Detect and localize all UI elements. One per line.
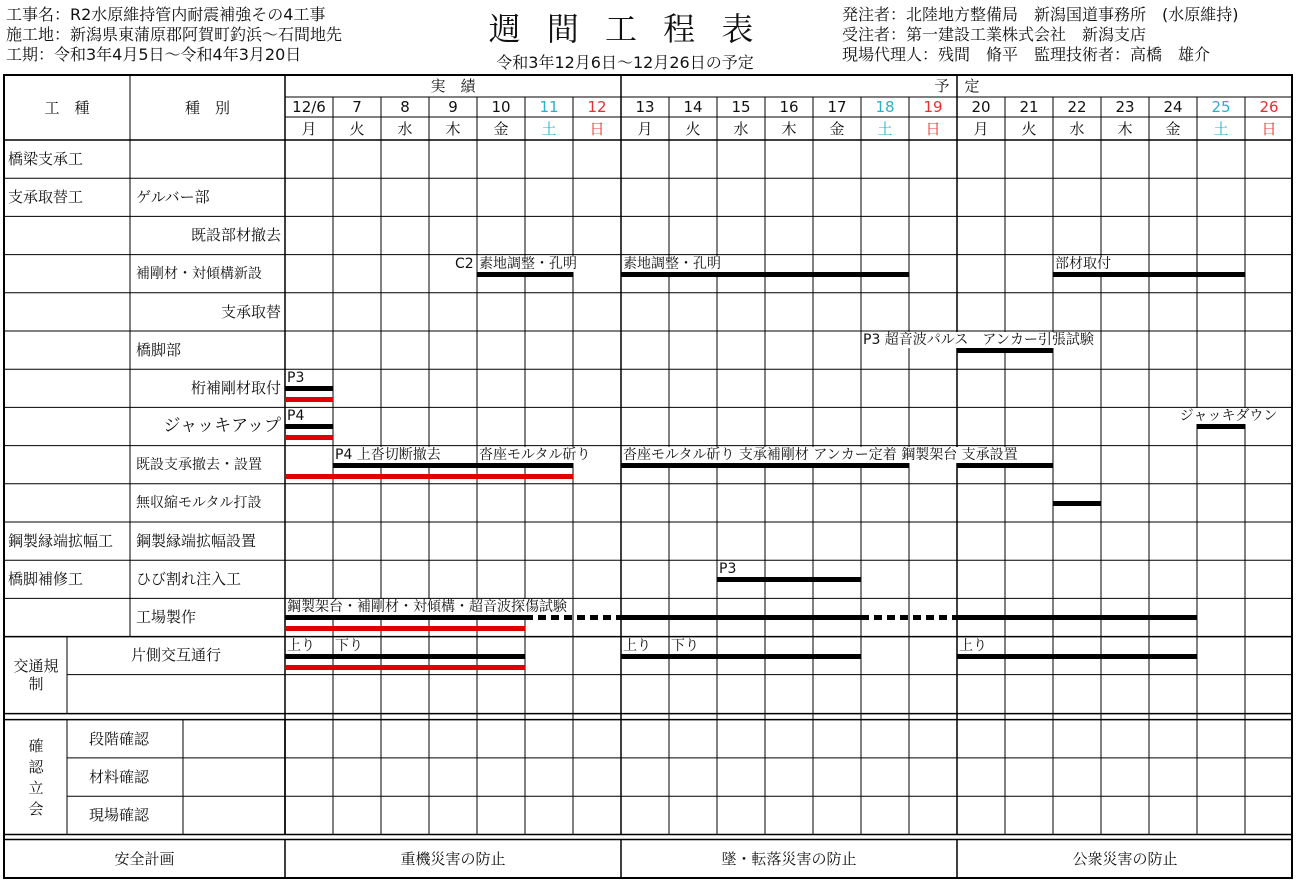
header-shubetsu: 種 別: [184, 99, 230, 117]
schedule-bar: [621, 463, 909, 468]
row-kouji: 鋼製縁端拡幅工: [8, 532, 114, 550]
day-weekday: 木: [445, 120, 461, 138]
schedule-bar: [717, 577, 861, 582]
day-date: 18: [875, 98, 895, 116]
schedule-bar: [525, 615, 621, 620]
row-kouji: 支承取替工: [8, 188, 84, 207]
day-date: 9: [448, 98, 458, 116]
day-weekday: 月: [973, 120, 989, 138]
day-date: 16: [779, 98, 799, 116]
day-weekday: 日: [1261, 120, 1277, 138]
schedule-bar: [285, 615, 525, 620]
day-date: 24: [1163, 98, 1183, 116]
day-date: 12/6: [292, 98, 326, 116]
day-weekday: 火: [1021, 120, 1037, 138]
orderer: 発注者：北陸地方整備局 新潟国道事務所 (水原維持): [842, 5, 1239, 24]
day-weekday: 木: [1117, 120, 1133, 138]
schedule-bar: [621, 272, 909, 277]
schedule-note: P4 上沓切断撤去: [335, 446, 441, 463]
day-date: 21: [1019, 98, 1039, 116]
schedule-note: 鋼製架台・補剛材・対傾構・超音波探傷試験: [287, 599, 567, 616]
row-shubetsu: ひび割れ注入工: [136, 570, 242, 589]
row-shubetsu: 既設部材撤去: [190, 226, 281, 245]
schedule-note: P4: [287, 408, 305, 425]
row-shubetsu: 既設支承撤去・設置: [136, 456, 262, 473]
inspection-item: 段階確認: [89, 729, 150, 748]
row-shubetsu: 鋼製縁端拡幅設置: [136, 532, 257, 550]
schedule-note: 素地調整・孔明: [479, 255, 577, 272]
day-weekday: 月: [301, 120, 317, 138]
schedule-note: 下り: [335, 637, 363, 654]
row-shubetsu: ゲルバー部: [136, 188, 210, 207]
schedule-bar: [285, 386, 333, 391]
day-date: 11: [539, 98, 559, 116]
schedule-bar: [957, 615, 1197, 620]
day-weekday: 土: [1213, 120, 1229, 138]
day-weekday: 土: [541, 120, 557, 138]
row-shubetsu: 支承取替: [220, 302, 281, 321]
header-actual: 実 績: [430, 77, 476, 95]
schedule-bar: [1053, 501, 1101, 506]
schedule-bar: [285, 435, 333, 440]
schedule-bar: [285, 665, 525, 670]
schedule-bar: [621, 615, 861, 620]
inspection-item: 材料確認: [89, 767, 150, 786]
schedule-bar: [621, 654, 861, 659]
schedule-note: P3: [287, 370, 305, 387]
row-shubetsu: 桁補剛材取付: [190, 379, 281, 398]
schedule-bar: [1197, 424, 1245, 429]
row-shubetsu: 無収縮モルタル打設: [136, 494, 262, 511]
day-date: 17: [827, 98, 847, 116]
day-date: 23: [1115, 98, 1135, 116]
contractor: 受注者：第一建設工業株式会社 新潟支店: [842, 25, 1147, 44]
schedule-note: ジャッキダウン: [1179, 408, 1278, 425]
day-date: 8: [400, 98, 410, 116]
day-weekday: 火: [349, 120, 365, 138]
row-shubetsu: ジャッキアップ: [163, 416, 281, 437]
day-weekday: 火: [685, 120, 701, 138]
day-date: 10: [491, 98, 511, 116]
schedule-bar: [957, 463, 1053, 468]
day-weekday: 金: [829, 120, 845, 138]
day-weekday: 木: [781, 120, 797, 138]
day-date: 12: [587, 98, 607, 116]
schedule-period: 令和3年12月6日～12月26日の予定: [496, 53, 754, 72]
day-weekday: 土: [877, 120, 893, 138]
schedule-bar: [861, 615, 957, 620]
schedule-note: 上り: [623, 637, 651, 654]
traffic-item-label: 片側交互通行: [130, 645, 221, 664]
project-name: 工事名：R2水原維持管内耐震補強その4工事: [6, 5, 326, 24]
schedule-note: 上り: [287, 637, 315, 654]
header-planned: 予 定: [934, 77, 980, 95]
traffic-group-label: 交通規制: [13, 656, 59, 693]
schedule-note: 部材取付: [1055, 255, 1111, 272]
document-title: 週 間 工 程 表: [488, 10, 762, 48]
project-site: 施工地：新潟県東蒲原郡阿賀町釣浜～石間地先: [6, 25, 343, 44]
site-agent: 現場代理人：残間 脩平 監理技術者：高橋 雄介: [842, 45, 1211, 64]
day-date: 14: [683, 98, 703, 116]
inspection-group-label: 確認立会: [28, 736, 44, 818]
safety-item: 墜・転落災害の防止: [721, 849, 857, 868]
schedule-note: P3 超音波パルス アンカー引張試験: [863, 332, 1094, 348]
schedule-note: 素地調整・孔明: [623, 255, 721, 272]
day-weekday: 日: [925, 120, 941, 138]
day-date: 19: [923, 98, 943, 116]
row-shubetsu: 橋脚部: [136, 341, 182, 359]
safety-item: 重機災害の防止: [400, 849, 506, 868]
schedule-bar: [285, 424, 333, 429]
schedule-note: C2: [455, 255, 474, 272]
day-date: 26: [1259, 98, 1279, 116]
inspection-item: 現場確認: [89, 806, 150, 825]
day-weekday: 水: [1069, 120, 1085, 138]
day-date: 22: [1067, 98, 1087, 116]
day-date: 25: [1211, 98, 1231, 116]
schedule-bar: [285, 397, 333, 402]
day-date: 15: [731, 98, 751, 116]
schedule-bar: [285, 474, 573, 479]
day-date: 13: [635, 98, 655, 116]
schedule-bar: [1053, 272, 1245, 277]
schedule-note: 上り: [959, 637, 987, 654]
safety-item: 公衆災害の防止: [1072, 849, 1178, 868]
header-kouji: 工 種: [44, 99, 90, 117]
schedule-bar: [477, 272, 573, 277]
day-weekday: 水: [397, 120, 413, 138]
safety-label: 安全計画: [114, 849, 175, 868]
schedule-note: P3: [719, 561, 737, 578]
schedule-note: 下り: [671, 637, 699, 654]
row-shubetsu: 補剛材・対傾構新設: [136, 265, 262, 282]
day-weekday: 金: [1165, 120, 1181, 138]
schedule-bar: [285, 654, 525, 659]
day-date: 7: [352, 98, 362, 116]
row-kouji: 橋脚補修工: [8, 570, 84, 589]
day-weekday: 月: [637, 120, 653, 138]
schedule-bar: [957, 654, 1197, 659]
day-date: 20: [971, 98, 991, 116]
schedule-bar: [333, 463, 573, 468]
day-weekday: 日: [589, 120, 605, 138]
schedule-bar: [285, 626, 525, 631]
project-period: 工期：令和3年4月5日～令和4年3月20日: [6, 45, 302, 64]
schedule-note: 沓座モルタル斫り 支承補剛材 アンカー定着 鋼製架台 支承設置: [623, 446, 1018, 463]
row-kouji: 橋梁支承工: [8, 150, 84, 168]
day-weekday: 金: [493, 120, 509, 138]
schedule-bar: [957, 348, 1053, 353]
day-weekday: 水: [733, 120, 749, 138]
schedule-note: 沓座モルタル斫り: [479, 446, 591, 463]
row-shubetsu: 工場製作: [136, 608, 197, 627]
